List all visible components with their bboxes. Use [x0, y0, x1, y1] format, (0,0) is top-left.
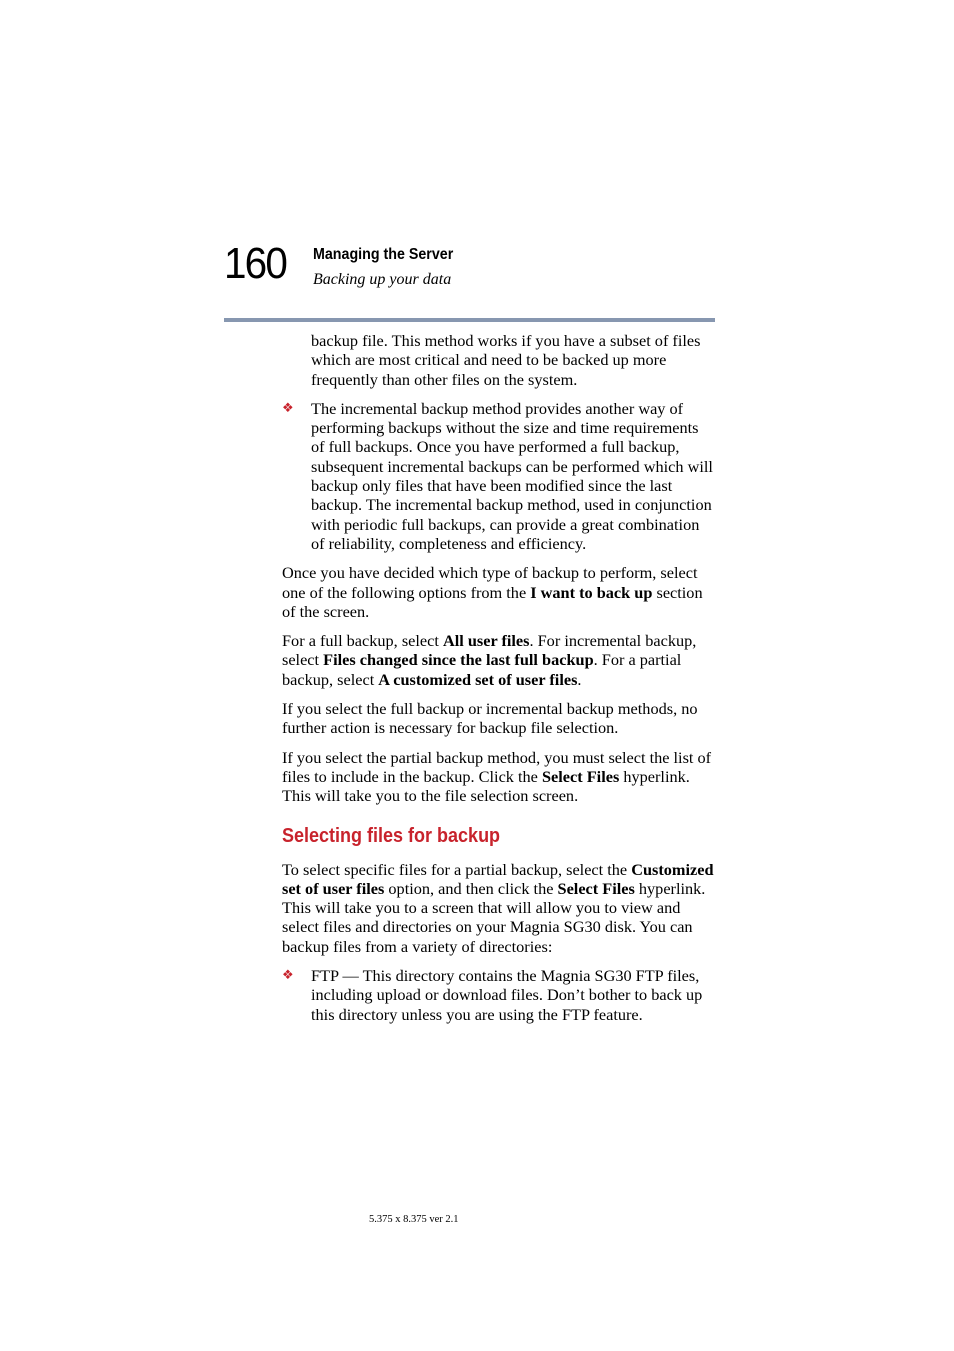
chapter-title: Managing the Server — [313, 246, 454, 263]
paragraph-full-backup: For a full backup, select All user files. For incremental backup, select Files changed since the last full backup. For a partial backup, select A customized set of user files. — [282, 631, 697, 689]
section-title: Backing up your data — [313, 271, 452, 288]
option-customized-set-of-user-files: Customized set of user files — [282, 859, 714, 898]
footer-version: 5.375 x 8.375 ver 2.1 — [369, 1214, 459, 1225]
bullet-incremental — [282, 399, 716, 553]
bullet-ftp — [282, 966, 716, 1024]
select-files-hyperlink-text: Select Files — [557, 878, 635, 898]
select-files-link-text: Select Files — [541, 766, 620, 786]
section-heading: Selecting files for backup — [282, 824, 501, 847]
option-files-changed: Files changed since the last full backup — [323, 650, 594, 670]
page-number: 160 — [224, 239, 287, 288]
paragraph-decided: Once you have decided which type of backup to perform, select one of the following options from the I want to back up section of the screen. — [282, 563, 703, 621]
option-customized-set: A customized set of user files — [378, 669, 578, 689]
paragraph-no-action: If you select the full backup or incremental backup methods, no further action is necessary for backup file selection. — [282, 699, 698, 738]
paragraph-partial: If you select the partial backup method, you must select the list of files to include in the backup. Click the Select Files hyperlink. This will take you to the file selection screen. — [282, 747, 712, 806]
bullet-incremental-text: The incremental backup method provides another way of performing backups without the size and time requirements of full backups. Once you have performed a full backup, subsequent incremental backups can be performed which will backup only files that have been modified since the last backup. The incremental backup method, used in conjunction with periodic full backups, can provide a great combination of reliability, completeness and efficiency. — [311, 398, 713, 553]
paragraph-continued: backup file. This method works if you have a subset of files which are most critical and need to be backed up more frequently than other files on the system. — [311, 331, 701, 389]
page-content — [282, 331, 716, 1034]
bullet-ftp-text: FTP — This directory contains the Magnia SG30 FTP files, including upload or download files. Don’t bother to back up this directory unless you are using the FTP feature. — [311, 966, 703, 1024]
bullet-diamond-icon: ❖ — [282, 400, 294, 416]
header-rule — [224, 318, 715, 322]
bullet-diamond-icon: ❖ — [282, 968, 294, 984]
paragraph-select-files: To select specific files for a partial backup, select the Customized set of user files option, and then click the Select Files hyperlink. This will take you to a screen that will allow you to view and select files and directories on your Magnia SG30 disk. You can backup files from a variety of directories: — [282, 859, 714, 956]
option-i-want-to-back-up: I want to back up — [530, 582, 653, 602]
option-all-user-files: All user files — [442, 631, 530, 651]
